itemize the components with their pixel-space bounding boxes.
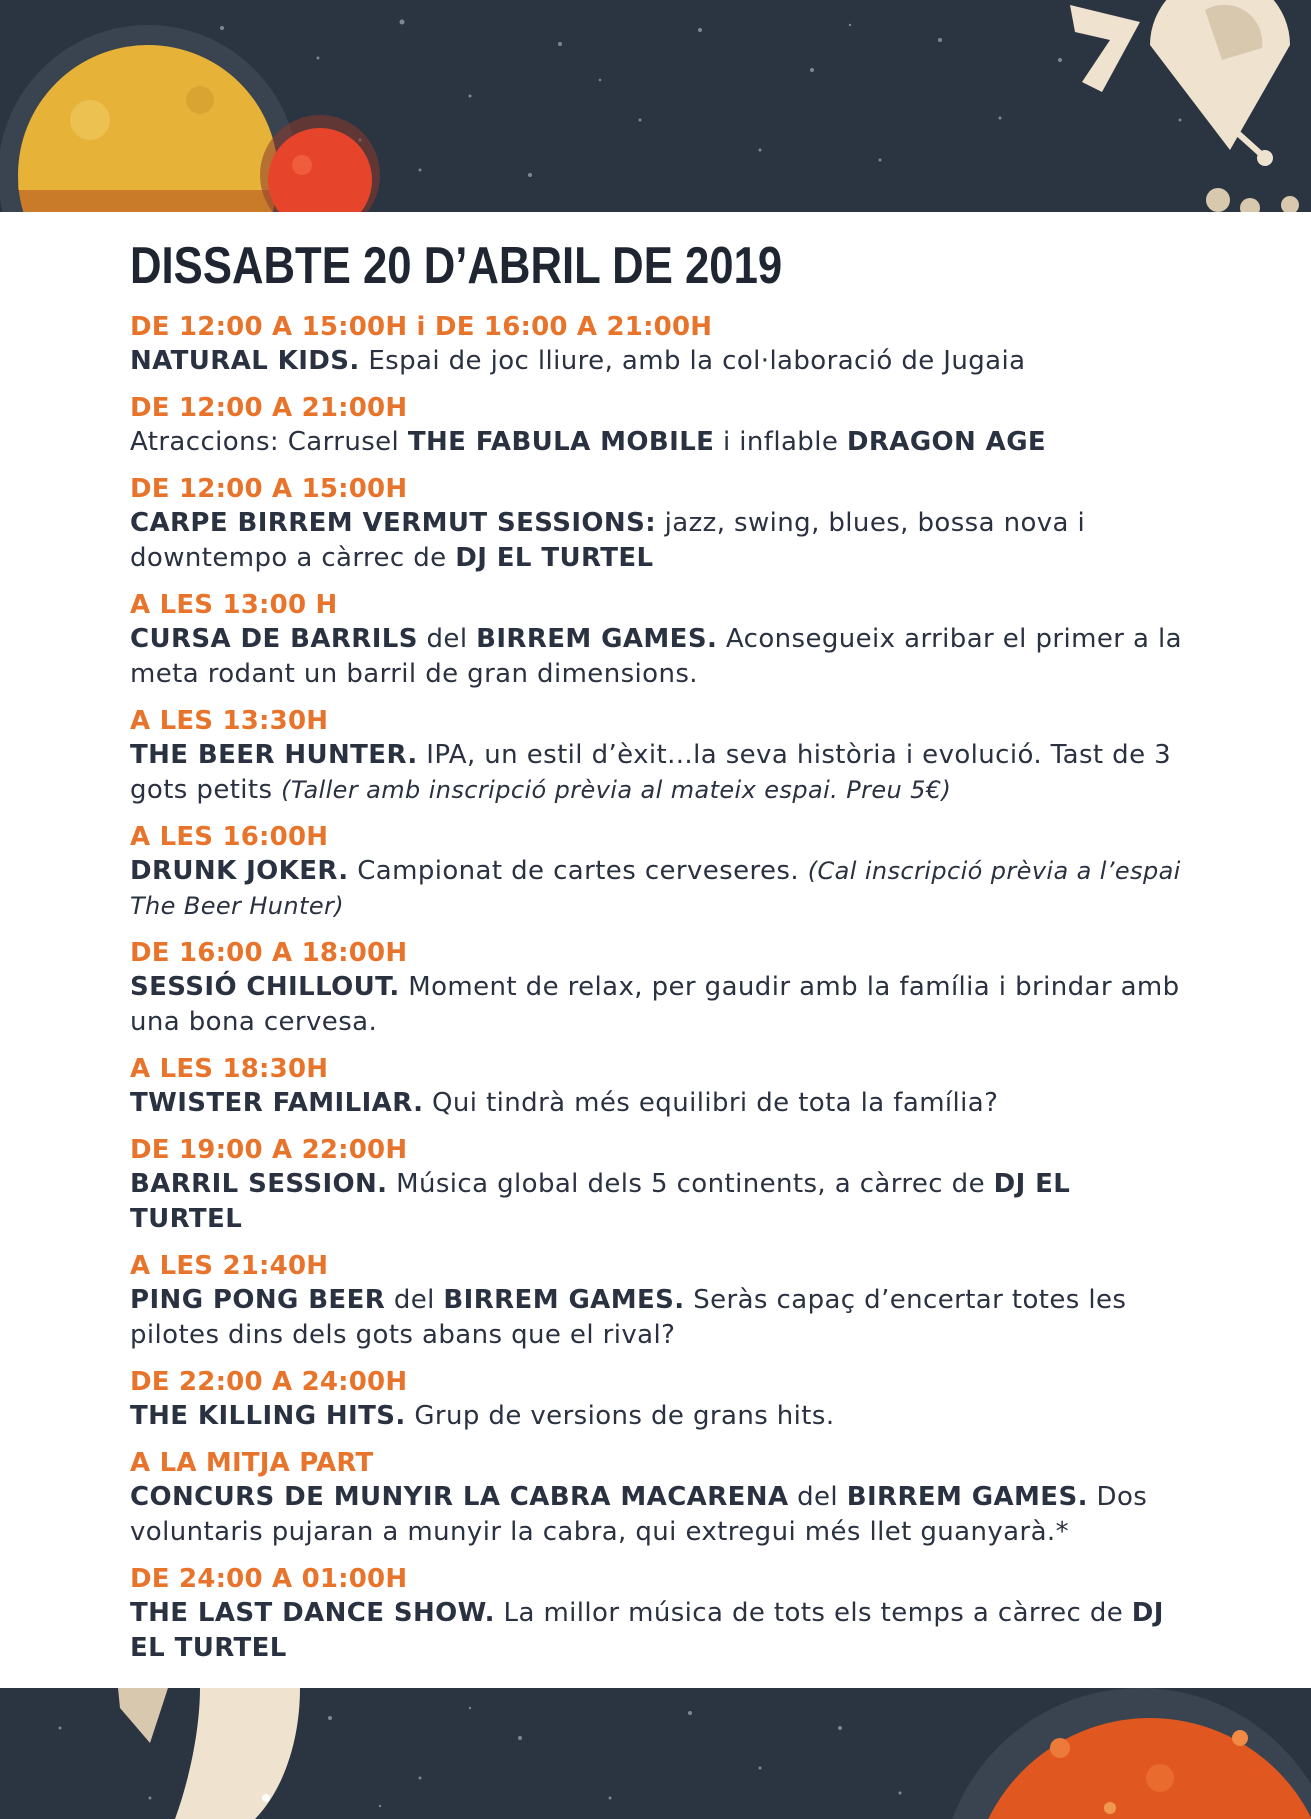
- event-item: [130, 1249, 1190, 1353]
- event-name: THE KILLING HITS.: [130, 1401, 406, 1431]
- event-text: i inflable: [714, 427, 847, 457]
- event-item: [130, 1133, 1190, 1237]
- event-description: [130, 1167, 1190, 1237]
- event-time: DE 12:00 A 15:00H: [130, 474, 408, 504]
- event-time: A LES 16:00H: [130, 822, 329, 852]
- event-name: BIRREM GAMES.: [443, 1285, 685, 1315]
- event-text: del: [788, 1482, 847, 1512]
- event-text: Música global dels 5 continents, a càrrec de: [387, 1169, 994, 1199]
- event-text: del: [385, 1285, 444, 1315]
- event-name: PING PONG BEER: [130, 1285, 386, 1315]
- event-name: CURSA DE BARRILS: [130, 624, 418, 654]
- event-note: (Taller amb inscripció prèvia al mateix espai. Preu 5€): [281, 776, 952, 804]
- event-text: Atraccions: Carrusel: [130, 427, 408, 457]
- event-name: THE BEER HUNTER.: [130, 740, 418, 770]
- event-text: Dos voluntaris pujaran a munyir la cabra, qui extregui més llet guanyarà.*: [130, 1482, 1148, 1547]
- event-text: Qui tindrà més equilibri de tota la família?: [423, 1088, 999, 1118]
- event-name: THE LAST DANCE SHOW.: [130, 1598, 495, 1628]
- event-text: Campionat de cartes cerveseres.: [348, 856, 808, 886]
- event-name: DJ EL TURTEL: [130, 1169, 1071, 1234]
- event-text: Espai de joc lliure, amb la col·laboració de Jugaia: [359, 346, 1026, 376]
- program-content: [0, 212, 1311, 1688]
- event-time: DE 19:00 A 22:00H: [130, 1135, 408, 1165]
- event-description: [130, 1596, 1190, 1666]
- event-name: SESSIÓ CHILLOUT.: [130, 972, 400, 1002]
- event-description: [130, 1283, 1190, 1353]
- event-name: BIRREM GAMES.: [476, 624, 718, 654]
- event-item: [130, 1365, 1190, 1434]
- event-item: [130, 820, 1190, 924]
- event-description: [130, 344, 1190, 379]
- event-name: THE FABULA MOBILE: [407, 427, 715, 457]
- event-name: CONCURS DE MUNYIR LA CABRA MACARENA: [130, 1482, 789, 1512]
- event-text: La millor música de tots els temps a càrrec de: [494, 1598, 1132, 1628]
- event-time: DE 16:00 A 18:00H: [130, 938, 408, 968]
- event-text: del: [417, 624, 477, 654]
- event-text: IPA, un estil d’èxit...la seva història i evolució. Tast de 3 gots petits: [130, 740, 1172, 805]
- event-time: A LES 18:30H: [130, 1054, 329, 1084]
- event-text: jazz, swing, blues, bossa nova i downtempo a càrrec de: [130, 508, 1086, 573]
- space-scene-top: [0, 0, 1311, 212]
- space-scene-bottom: [0, 1688, 1311, 1819]
- event-description: [130, 970, 1190, 1040]
- event-item: [130, 936, 1190, 1040]
- event-time: DE 12:00 A 21:00H: [130, 393, 408, 423]
- event-text: Grup de versions de grans hits.: [405, 1401, 835, 1431]
- event-name: BIRREM GAMES.: [846, 1482, 1088, 1512]
- event-note: (Cal inscripció prèvia a l’espai The Beer Hunter): [130, 857, 1181, 920]
- event-item: [130, 704, 1190, 808]
- event-item: [130, 310, 1190, 379]
- event-item: [130, 588, 1190, 692]
- event-name: DRUNK JOKER.: [130, 856, 349, 886]
- event-item: [130, 1052, 1190, 1121]
- event-description: [130, 1399, 1190, 1434]
- event-description: [130, 1086, 1190, 1121]
- event-name: NATURAL KIDS.: [130, 346, 360, 376]
- event-description: [130, 854, 1190, 924]
- event-name: DJ EL TURTEL: [130, 1598, 1164, 1663]
- event-item: [130, 391, 1190, 460]
- event-item: [130, 1562, 1190, 1666]
- event-text: Moment de relax, per gaudir amb la família i brindar amb una bona cervesa.: [130, 972, 1180, 1037]
- event-description: [130, 425, 1190, 460]
- event-time: DE 22:00 A 24:00H: [130, 1367, 408, 1397]
- event-description: [130, 622, 1190, 692]
- event-name: BARRIL SESSION.: [130, 1169, 388, 1199]
- event-description: [130, 1480, 1190, 1550]
- event-text: Aconsegueix arribar el primer a la meta rodant un barril de gran dimensions.: [130, 624, 1182, 689]
- event-time: A LES 21:40H: [130, 1251, 329, 1281]
- event-time: DE 12:00 A 15:00H i DE 16:00 A 21:00H: [130, 312, 713, 342]
- event-description: [130, 738, 1190, 808]
- footer-space-illustration: [0, 1688, 1311, 1819]
- event-item: [130, 1446, 1190, 1550]
- event-description: [130, 506, 1190, 576]
- event-time: A LES 13:00 H: [130, 590, 338, 620]
- event-time: A LES 13:30H: [130, 706, 329, 736]
- event-name: TWISTER FAMILIAR.: [130, 1088, 424, 1118]
- event-item: [130, 472, 1190, 576]
- event-name: DJ EL TURTEL: [455, 543, 654, 573]
- event-list: [130, 310, 1190, 1678]
- event-time: A LA MITJA PART: [130, 1448, 374, 1478]
- event-text: Seràs capaç d’encertar totes les pilotes dins dels gots abans que el rival?: [130, 1285, 1127, 1350]
- header-space-illustration: [0, 0, 1311, 212]
- event-name: DRAGON AGE: [846, 427, 1047, 457]
- event-name: CARPE BIRREM VERMUT SESSIONS:: [130, 508, 657, 538]
- page-title: DISSABTE 20 D’ABRIL DE 2019: [130, 237, 783, 295]
- event-time: DE 24:00 A 01:00H: [130, 1564, 408, 1594]
